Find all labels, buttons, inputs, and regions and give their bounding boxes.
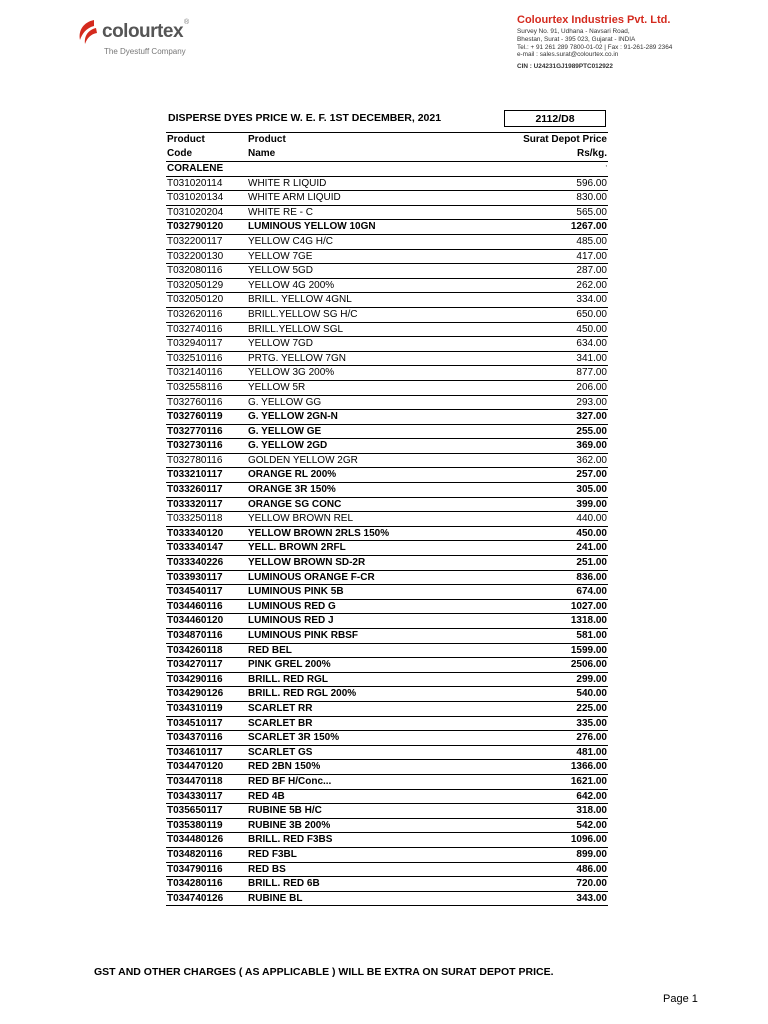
product-code: T034330117 bbox=[167, 790, 223, 802]
table-row bbox=[166, 483, 608, 498]
product-code: T032940117 bbox=[167, 338, 223, 350]
table-row bbox=[166, 731, 608, 746]
product-code: T033260117 bbox=[167, 484, 223, 496]
product-name: YELLOW BROWN SD-2R bbox=[248, 557, 366, 569]
product-price: 485.00 bbox=[576, 235, 607, 247]
product-price: 293.00 bbox=[576, 396, 607, 408]
table-row bbox=[166, 687, 608, 702]
product-code: T032140116 bbox=[167, 367, 223, 379]
product-name: LUMINOUS RED G bbox=[248, 600, 336, 612]
table-row bbox=[166, 863, 608, 878]
product-name: YELLOW BROWN 2RLS 150% bbox=[248, 527, 390, 539]
product-price: 642.00 bbox=[576, 790, 607, 802]
table-row bbox=[166, 892, 608, 907]
product-name: BRILL.YELLOW SG H/C bbox=[248, 308, 358, 320]
product-price: 327.00 bbox=[576, 411, 607, 423]
table-row bbox=[166, 512, 608, 527]
product-name: RED 2BN 150% bbox=[248, 761, 321, 773]
product-price: 241.00 bbox=[576, 542, 607, 554]
table-row bbox=[166, 775, 608, 790]
product-price: 255.00 bbox=[576, 425, 607, 437]
product-name: ORANGE 3R 150% bbox=[248, 484, 336, 496]
product-code: T031020204 bbox=[167, 206, 224, 218]
product-price: 899.00 bbox=[576, 848, 607, 860]
product-code: T033210117 bbox=[167, 469, 223, 481]
product-name: YELLOW 4G 200% bbox=[248, 279, 335, 291]
product-name: LUMINOUS ORANGE F-CR bbox=[248, 571, 375, 583]
table-row bbox=[166, 250, 608, 265]
header-price: Surat Depot Price bbox=[523, 134, 607, 145]
table-row bbox=[166, 790, 608, 805]
product-name: YELLOW 7GE bbox=[248, 250, 313, 262]
product-price: 674.00 bbox=[576, 586, 607, 598]
product-name: BRILL.YELLOW SGL bbox=[248, 323, 344, 335]
product-price: 287.00 bbox=[576, 265, 607, 277]
product-code: T034480126 bbox=[167, 834, 224, 846]
product-code: T033250118 bbox=[167, 513, 223, 525]
product-code: T034460116 bbox=[167, 600, 223, 612]
product-price: 650.00 bbox=[576, 308, 607, 320]
table-header-row bbox=[166, 147, 608, 162]
product-code: T033340147 bbox=[167, 542, 224, 554]
table-row bbox=[166, 760, 608, 775]
product-name: ORANGE RL 200% bbox=[248, 469, 337, 481]
product-code: T032760116 bbox=[167, 396, 223, 408]
product-name: RUBINE 3B 200% bbox=[248, 819, 331, 831]
table-row bbox=[166, 468, 608, 483]
product-code: T032510116 bbox=[167, 352, 223, 364]
product-code: T032730116 bbox=[167, 440, 223, 452]
product-price: 836.00 bbox=[576, 571, 607, 583]
email-line: e-mail : sales.surat@colourtex.co.in bbox=[517, 51, 619, 59]
table-row bbox=[166, 191, 608, 206]
table-row bbox=[166, 337, 608, 352]
table-row bbox=[166, 293, 608, 308]
product-code: T034280116 bbox=[167, 878, 223, 890]
product-name: RUBINE 5B H/C bbox=[248, 805, 322, 817]
header-code: Product bbox=[167, 134, 205, 145]
product-code: T033930117 bbox=[167, 571, 223, 583]
product-name: RED BEL bbox=[248, 644, 292, 656]
product-name: SCARLET 3R 150% bbox=[248, 732, 340, 744]
table-row bbox=[166, 585, 608, 600]
table-row bbox=[166, 541, 608, 556]
product-price: 334.00 bbox=[576, 294, 607, 306]
product-code: T032620116 bbox=[167, 308, 223, 320]
product-name: WHITE RE - C bbox=[248, 206, 313, 218]
product-price: 1366.00 bbox=[570, 761, 607, 773]
document-code-box: 2112/D8 bbox=[504, 110, 606, 127]
product-price: 1027.00 bbox=[570, 600, 607, 612]
product-price: 299.00 bbox=[576, 673, 607, 685]
logo-wordmark: colourtex bbox=[102, 21, 184, 42]
table-row bbox=[166, 220, 608, 235]
product-price: 399.00 bbox=[576, 498, 607, 510]
product-code: T034290126 bbox=[167, 688, 224, 700]
product-name: YELLOW 7GD bbox=[248, 338, 314, 350]
product-code: T034310119 bbox=[167, 702, 223, 714]
group-label: CORALENE bbox=[167, 163, 224, 174]
table-row bbox=[166, 454, 608, 469]
product-code: T034510117 bbox=[167, 717, 223, 729]
product-name: BRILL. RED 6B bbox=[248, 878, 320, 890]
product-price: 335.00 bbox=[576, 717, 607, 729]
product-code: T034270117 bbox=[167, 659, 223, 671]
product-name: SCARLET GS bbox=[248, 746, 313, 758]
product-code: T034820116 bbox=[167, 848, 223, 860]
document-title: DISPERSE DYES PRICE W. E. F. 1ST DECEMBER, 2021 bbox=[168, 112, 442, 124]
product-price: 450.00 bbox=[576, 323, 607, 335]
product-code: T034470120 bbox=[167, 761, 224, 773]
product-name: GOLDEN YELLOW 2GR bbox=[248, 454, 358, 466]
table-row bbox=[166, 804, 608, 819]
product-price: 565.00 bbox=[576, 206, 607, 218]
address-line: Bhestan, Surat - 395 023, Gujarat - INDIA bbox=[517, 35, 636, 43]
product-name: RED 4B bbox=[248, 790, 285, 802]
group-mark: ' bbox=[605, 164, 607, 173]
table-row bbox=[166, 819, 608, 834]
product-code: T033340120 bbox=[167, 527, 224, 539]
product-name: LUMINOUS PINK 5B bbox=[248, 586, 344, 598]
product-name: LUMINOUS YELLOW 10GN bbox=[248, 221, 376, 233]
product-price: 634.00 bbox=[576, 338, 607, 350]
product-price: 262.00 bbox=[576, 279, 607, 291]
table-row bbox=[166, 644, 608, 659]
table-row bbox=[166, 833, 608, 848]
product-name: G. YELLOW 2GN-N bbox=[248, 411, 338, 423]
product-price: 1318.00 bbox=[570, 615, 607, 627]
price-table bbox=[166, 132, 608, 906]
product-price: 225.00 bbox=[576, 702, 607, 714]
header-name: Product bbox=[248, 134, 286, 145]
company-logo bbox=[76, 16, 216, 62]
product-name: PINK GREL 200% bbox=[248, 659, 331, 671]
product-price: 362.00 bbox=[576, 454, 607, 466]
product-name: YELLOW 5GD bbox=[248, 265, 314, 277]
product-name: YELL. BROWN 2RFL bbox=[248, 542, 346, 554]
product-price: 257.00 bbox=[576, 469, 607, 481]
product-code: T034740126 bbox=[167, 892, 224, 904]
company-address-block bbox=[517, 14, 757, 70]
product-code: T032740116 bbox=[167, 323, 223, 335]
product-price: 341.00 bbox=[576, 352, 607, 364]
product-price: 540.00 bbox=[576, 688, 607, 700]
header-unit: Rs/kg. bbox=[576, 148, 607, 159]
product-name: PRTG. YELLOW 7GN bbox=[248, 352, 346, 364]
product-price: 251.00 bbox=[576, 557, 607, 569]
product-name: G. YELLOW 2GD bbox=[248, 440, 328, 452]
product-name: YELLOW BROWN REL bbox=[248, 513, 354, 525]
product-code: T035380119 bbox=[167, 819, 223, 831]
table-row bbox=[166, 235, 608, 250]
product-code: T032558116 bbox=[167, 381, 223, 393]
product-code: T032050129 bbox=[167, 279, 224, 291]
group-row bbox=[166, 162, 608, 177]
table-row bbox=[166, 279, 608, 294]
company-cin: CIN : U24231GJ1989PTC012922 bbox=[517, 63, 613, 71]
logo-tagline: The Dyestuff Company bbox=[104, 47, 186, 56]
table-row bbox=[166, 877, 608, 892]
product-code: T032780116 bbox=[167, 454, 223, 466]
product-name: ORANGE SG CONC bbox=[248, 498, 342, 510]
contact-line: Tel.: + 91 261 289 7800-01-02 | Fax : 91-261-289 2364 bbox=[517, 43, 673, 51]
product-name: RED BF H/Conc... bbox=[248, 775, 332, 787]
product-name: WHITE ARM LIQUID bbox=[248, 192, 341, 204]
company-name: Colourtex Industries Pvt. Ltd. bbox=[517, 14, 671, 26]
product-code: T032200117 bbox=[167, 235, 223, 247]
product-price: 1267.00 bbox=[570, 221, 607, 233]
product-name: YELLOW 3G 200% bbox=[248, 367, 335, 379]
product-code: T034610117 bbox=[167, 746, 223, 758]
product-name: BRILL. RED RGL 200% bbox=[248, 688, 357, 700]
product-name: WHITE R LIQUID bbox=[248, 177, 327, 189]
table-row bbox=[166, 425, 608, 440]
header-code: Code bbox=[167, 148, 192, 159]
product-price: 1096.00 bbox=[570, 834, 607, 846]
product-price: 486.00 bbox=[576, 863, 607, 875]
product-code: T034790116 bbox=[167, 863, 223, 875]
product-code: T034540117 bbox=[167, 586, 223, 598]
product-code: T034460120 bbox=[167, 615, 224, 627]
product-name: G. YELLOW GG bbox=[248, 396, 322, 408]
table-row bbox=[166, 527, 608, 542]
table-row bbox=[166, 746, 608, 761]
product-price: 417.00 bbox=[576, 250, 607, 262]
logo-swirl-icon bbox=[76, 18, 100, 46]
product-name: YELLOW 5R bbox=[248, 381, 306, 393]
table-row bbox=[166, 702, 608, 717]
product-price: 877.00 bbox=[576, 367, 607, 379]
table-row bbox=[166, 206, 608, 221]
product-price: 305.00 bbox=[576, 484, 607, 496]
table-row bbox=[166, 571, 608, 586]
product-code: T034260118 bbox=[167, 644, 223, 656]
product-name: SCARLET BR bbox=[248, 717, 313, 729]
table-row bbox=[166, 614, 608, 629]
product-price: 481.00 bbox=[576, 746, 607, 758]
table-row bbox=[166, 717, 608, 732]
product-name: YELLOW C4G H/C bbox=[248, 235, 334, 247]
header-name: Name bbox=[248, 148, 276, 159]
product-name: LUMINOUS RED J bbox=[248, 615, 334, 627]
product-price: 440.00 bbox=[576, 513, 607, 525]
product-name: SCARLET RR bbox=[248, 702, 313, 714]
table-row bbox=[166, 673, 608, 688]
table-row bbox=[166, 498, 608, 513]
product-code: T033340226 bbox=[167, 557, 224, 569]
table-row bbox=[166, 396, 608, 411]
registered-mark: ® bbox=[184, 19, 190, 26]
product-code: T035650117 bbox=[167, 805, 223, 817]
product-code: T032200130 bbox=[167, 250, 224, 262]
product-code: T034870116 bbox=[167, 630, 223, 641]
table-row bbox=[166, 629, 608, 644]
table-row bbox=[166, 439, 608, 454]
address-line: Survey No. 91, Udhana - Navsari Road, bbox=[517, 28, 630, 35]
table-row bbox=[166, 556, 608, 571]
product-code: T034370116 bbox=[167, 732, 223, 744]
table-row bbox=[166, 381, 608, 396]
table-row bbox=[166, 658, 608, 673]
table-row bbox=[166, 352, 608, 367]
product-price: 343.00 bbox=[576, 892, 607, 904]
product-name: RUBINE BL bbox=[248, 892, 303, 904]
product-price: 596.00 bbox=[576, 177, 607, 189]
product-price: 206.00 bbox=[576, 381, 607, 393]
table-row bbox=[166, 410, 608, 425]
product-price: 2506.00 bbox=[570, 659, 607, 671]
product-code: T032760119 bbox=[167, 411, 223, 423]
product-price: 450.00 bbox=[576, 527, 607, 539]
product-name: G. YELLOW GE bbox=[248, 425, 322, 437]
product-code: T031020134 bbox=[167, 192, 224, 204]
product-price: 830.00 bbox=[576, 192, 607, 204]
product-code: T032790120 bbox=[167, 221, 224, 233]
product-code: T034470118 bbox=[167, 775, 223, 787]
footer-note: GST AND OTHER CHARGES ( AS APPLICABLE ) WILL BE EXTRA ON SURAT DEPOT PRICE. bbox=[94, 966, 554, 978]
product-code: T034290116 bbox=[167, 673, 223, 685]
product-name: RED BS bbox=[248, 863, 286, 875]
product-name: LUMINOUS PINK RBSF bbox=[248, 630, 358, 641]
product-price: 369.00 bbox=[576, 440, 607, 452]
table-row bbox=[166, 600, 608, 615]
product-code: T033320117 bbox=[167, 498, 223, 510]
table-header-row bbox=[166, 133, 608, 147]
product-name: BRILL. RED F3BS bbox=[248, 834, 333, 846]
product-name: BRILL. RED RGL bbox=[248, 673, 328, 685]
table-row bbox=[166, 177, 608, 192]
table-row bbox=[166, 848, 608, 863]
product-price: 720.00 bbox=[576, 878, 607, 890]
product-code: T032050120 bbox=[167, 294, 224, 306]
product-price: 1621.00 bbox=[570, 775, 607, 787]
table-row bbox=[166, 308, 608, 323]
product-code: T031020114 bbox=[167, 177, 223, 189]
product-name: RED F3BL bbox=[248, 848, 297, 860]
product-code: T032080116 bbox=[167, 265, 223, 277]
product-price: 542.00 bbox=[576, 819, 607, 831]
product-price: 581.00 bbox=[576, 630, 607, 641]
table-row bbox=[166, 323, 608, 338]
page-number: Page 1 bbox=[663, 993, 698, 1005]
table-row bbox=[166, 264, 608, 279]
product-price: 318.00 bbox=[576, 805, 607, 817]
table-row bbox=[166, 366, 608, 381]
product-price: 276.00 bbox=[576, 732, 607, 744]
product-code: T032770116 bbox=[167, 425, 223, 437]
product-price: 1599.00 bbox=[570, 644, 607, 656]
product-name: BRILL. YELLOW 4GNL bbox=[248, 294, 352, 306]
